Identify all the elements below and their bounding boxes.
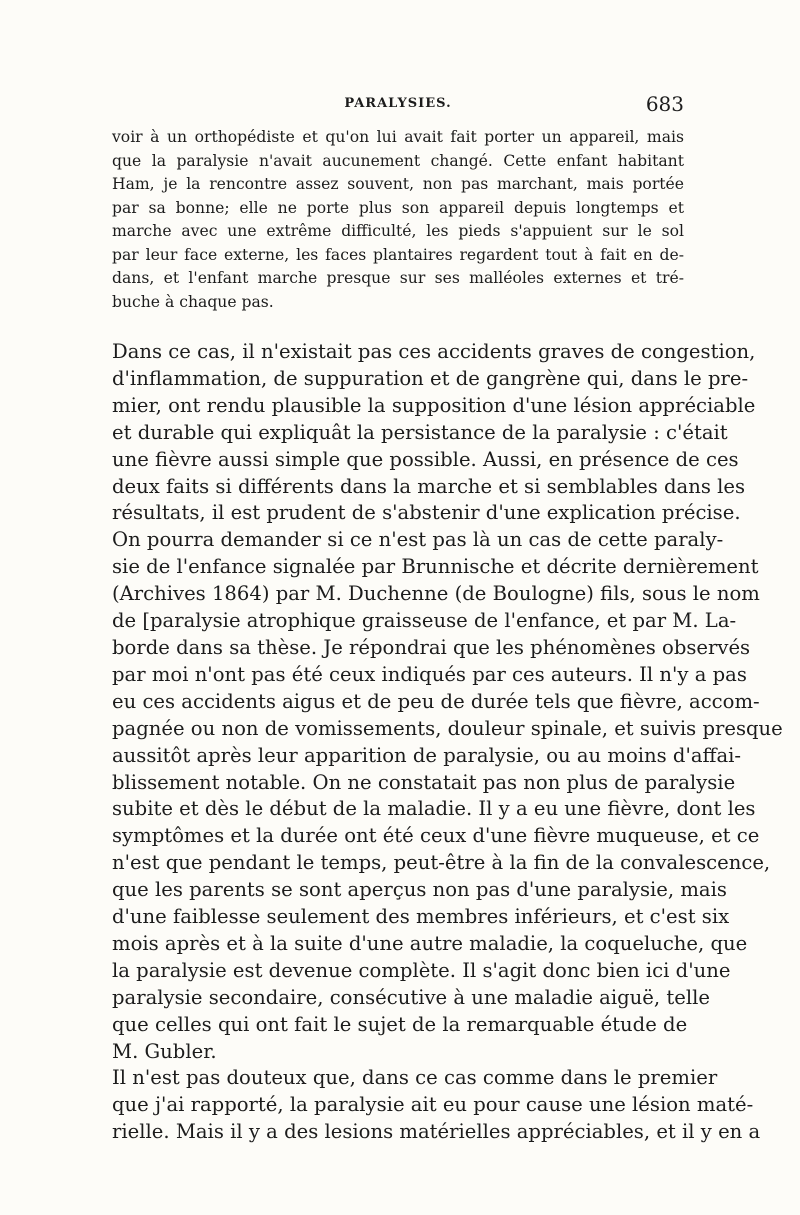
text-line: que celles qui ont fait le sujet de la remarquable étude de [112,1012,688,1036]
text-line: dans, et l'enfant marche presque sur ses malléoles externes et tré- [112,269,684,287]
small-print-paragraph [112,126,684,314]
text-line: par moi n'ont pas été ceux indiqués par ces auteurs. Il n'y a pas [112,662,747,686]
main-body-text [112,339,783,1146]
text-line: Dans ce cas, il n'existait pas ces accidents graves de congestion, [112,340,756,363]
text-line: d'inflammation, de suppuration et de gangrène qui, dans le pre- [112,366,749,390]
text-line: sie de l'enfance signalée par Brunnische et décrite dernièrement [112,555,759,579]
text-line: eu ces accidents aigus et de peu de durée tels que fièvre, accom- [112,689,760,713]
text-line: que les parents se sont aperçus non pas d'une paralysie, mais [112,878,727,902]
text-line: On pourra demander si ce n'est pas là un cas de cette paraly- [112,528,724,552]
text-line: subite et dès le début de la maladie. Il y a eu une fièvre, dont les [112,797,756,821]
text-line: Il n'est pas douteux que, dans ce cas comme dans le premier [112,1066,718,1090]
running-head: PARALYSIES. [344,96,452,111]
text-line: que la paralysie n'avait aucunement changé. Cette enfant habitant [112,151,684,170]
text-line: une fièvre aussi simple que possible. Aussi, en présence de ces [112,447,739,471]
text-line: marche avec une extrême difficulté, les pieds s'appuient sur le sol [112,222,684,240]
text-line: résultats, il est prudent de s'abstenir d'une explication précise. [112,501,741,525]
text-line: par sa bonne; elle ne porte plus son appareil depuis longtemps et [112,198,684,217]
text-line: mier, ont rendu plausible la supposition d'une lésion appréciable [112,393,756,417]
page-number: 683 [645,92,684,116]
text-line: symptômes et la durée ont été ceux d'une fièvre muqueuse, et ce [112,824,760,848]
text-line: aussitôt après leur apparition de paralysie, ou au moins d'affai- [112,743,742,767]
text-line: la paralysie est devenue complète. Il s'agit donc bien ici d'une [112,958,731,982]
text-line: borde dans sa thèse. Je répondrai que les phénomènes observés [112,635,751,659]
text-line: d'une faiblesse seulement des membres inférieurs, et c'est six [112,905,730,929]
text-line: et durable qui expliquât la persistance de la paralysie : c'était [112,420,728,444]
text-line: Ham, je la rencontre assez souvent, non pas marchant, mais portée [112,175,684,193]
text-line: que j'ai rapporté, la paralysie ait eu pour cause une lésion maté- [112,1093,754,1117]
text-line: rielle. Mais il y a des lesions matérielles appréciables, et il y en a [112,1120,761,1144]
text-line: buche à chaque pas. [112,292,274,311]
page-header [112,92,684,120]
text-line: n'est que pendant le temps, peut-être à la fin de la convalescence, [112,851,771,875]
text-line: mois après et à la suite d'une autre maladie, la coqueluche, que [112,931,748,955]
text-line: (Archives 1864) par M. Duchenne (de Boulogne) fils, sous le nom [112,582,760,606]
text-line: par leur face externe, les faces plantaires regardent tout à fait en de- [112,245,684,264]
text-line: pagnée ou non de vomissements, douleur spinale, et suivis presque [112,716,783,740]
text-line: de [paralysie atrophique graisseuse de l'enfance, et par M. La- [112,609,737,633]
text-line: deux faits si différents dans la marche et si semblables dans les [112,474,746,498]
text-line: blissement notable. On ne constatait pas non plus de paralysie [112,770,736,794]
text-line: M. Gubler. [112,1039,217,1063]
text-line: voir à un orthopédiste et qu'on lui avait fait porter un appareil, mais [112,128,684,146]
text-line: paralysie secondaire, consécutive à une maladie aiguë, telle [112,985,710,1009]
